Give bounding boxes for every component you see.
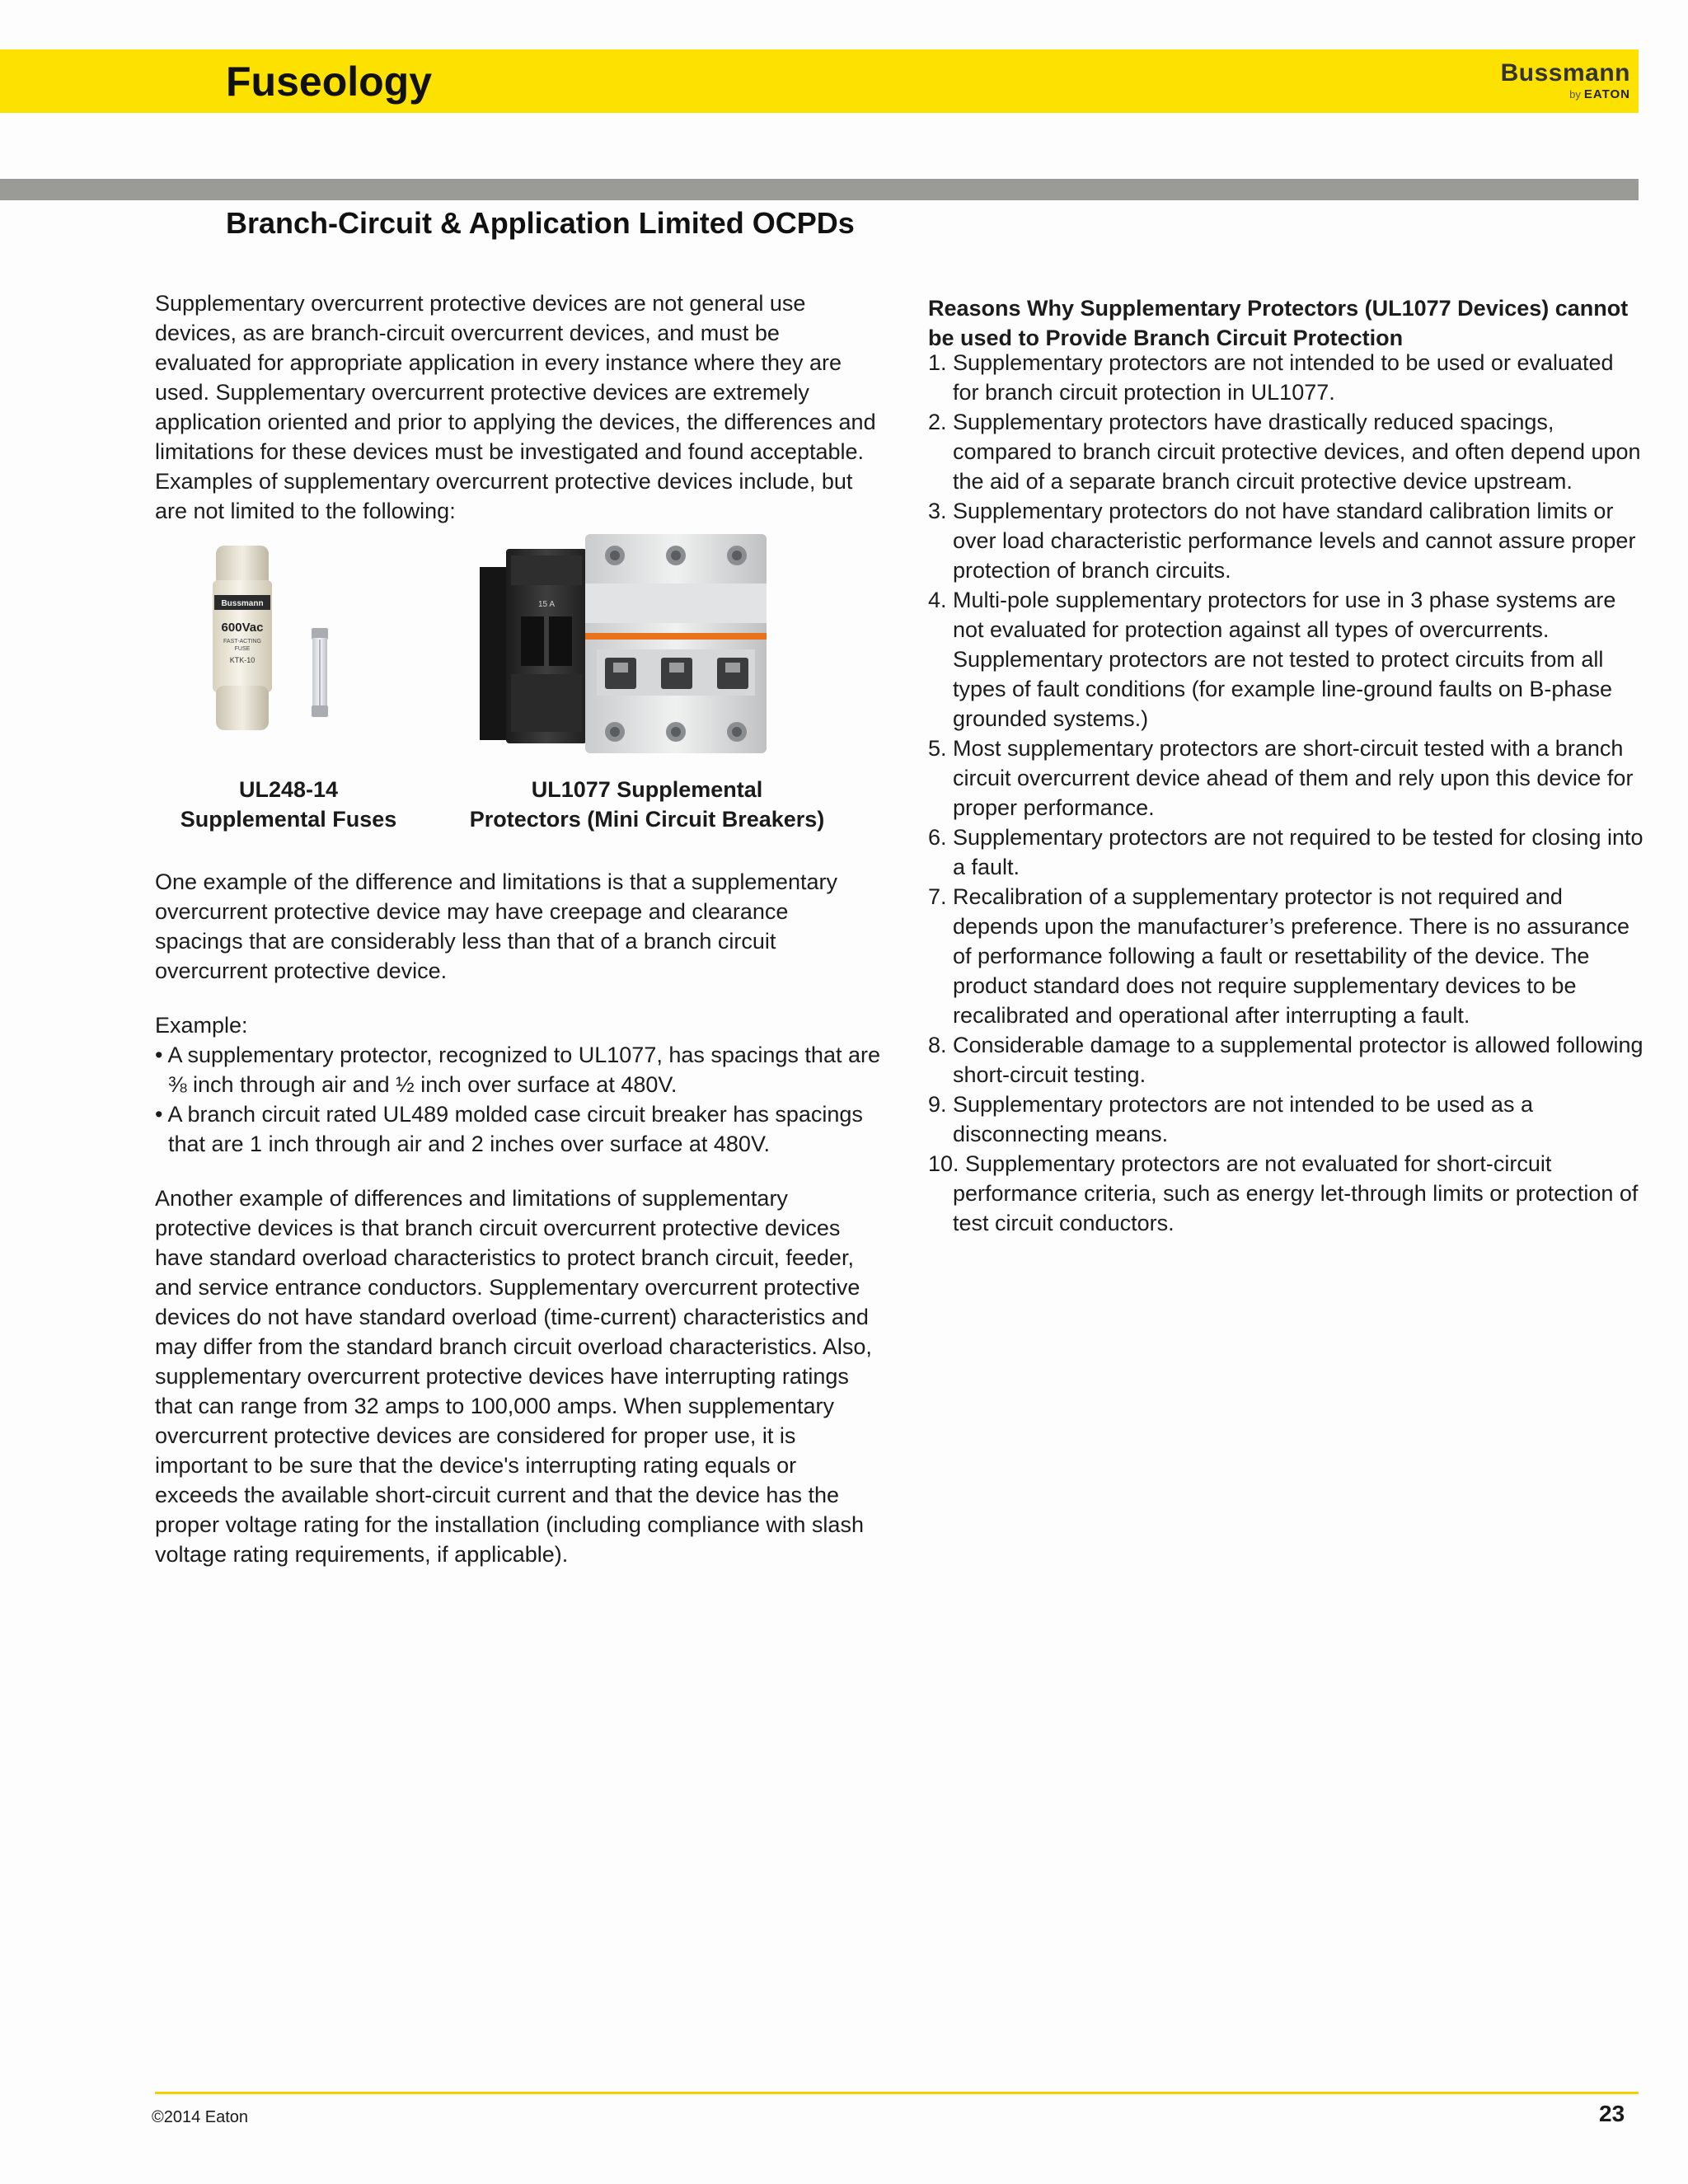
reason-item: 2. Supplementary protectors have drastically reduced spacings, compared to branch circuit protective devices, and often depend upon the aid of a separate branch circuit protective device upstream. xyxy=(928,410,1641,494)
fuse-part-text: KTK-10 xyxy=(229,656,256,664)
brand-parent xyxy=(1498,87,1630,102)
reason-item: 4. Multi-pole supplementary protectors for use in 3 phase systems are not evaluated for protection against all types of overcurrents. Supplementary protectors are not tested to protect circuits from all types of fault conditions (for example line-ground faults on B-phase grounded systems.) xyxy=(928,588,1616,731)
reason-item: 9. Supplementary protectors are not intended to be used as a disconnecting means. xyxy=(928,1092,1533,1146)
supplemental-fuses-image xyxy=(206,541,338,735)
brand-by: by xyxy=(1569,88,1581,101)
caption-line: UL1077 Supplemental xyxy=(531,777,763,802)
brand-logo xyxy=(1498,59,1630,102)
fuse-type-text: FAST-ACTING xyxy=(223,639,261,644)
example-block xyxy=(155,1010,880,1159)
caption-line: UL248-14 xyxy=(238,777,339,802)
reason-item: 3. Supplementary protectors do not have standard calibration limits or over load characteristic performance levels and cannot assure proper protection of branch circuits. xyxy=(928,499,1636,583)
page-number: 23 xyxy=(1599,2101,1625,2126)
intro-paragraph: Supplementary overcurrent protective devices are not general use devices, as are branch-circuit overcurrent devices, and must be evaluated for appropriate application in every instance where they are used. Supplementary overcurrent protective devices are extremely application oriented and prior to applying the devices, the differences and limitations for these devices must be investigated and found acceptable. Examples of supplementary overcurrent protective devices include, but are not limited to the following: xyxy=(155,291,876,523)
example-heading: Example: xyxy=(155,1013,248,1038)
reason-item: 7. Recalibration of a supplementary protector is not required and depends upon the manufacturer’s preference. There is no assurance of performance following a fault or resettability of the device. The product standard does not require supplementary devices to be recalibrated and operational after interrupting a fault. xyxy=(928,884,1630,1028)
fuse-type-text-2: FUSE xyxy=(234,646,251,652)
page-header-title: Fuseology xyxy=(226,59,433,105)
example-intro-paragraph: One example of the difference and limitations is that a supplementary overcurrent protective device may have creepage and clearance spacings that are considerably less than that of a branch circuit overcurrent protective device. xyxy=(155,869,837,983)
breaker-rating-text: 15 A xyxy=(537,600,556,609)
example-bullet: • A branch circuit rated UL489 molded case circuit breaker has spacings that are 1 inch through air and 2 inches over surface at 480V. xyxy=(155,1102,863,1156)
brand-name: Bussmann xyxy=(1500,59,1630,87)
reasons-list xyxy=(928,348,1645,1238)
fuse-rating-text: 600Vac xyxy=(221,621,264,635)
reason-item: 6. Supplementary protectors are not required to be tested for closing into a fault. xyxy=(928,825,1643,879)
reason-item: 10. Supplementary protectors are not evaluated for short-circuit performance criteria, such as energy let-through limits or protection of test circuit conductors. xyxy=(928,1151,1639,1235)
section-rule xyxy=(0,179,1639,200)
eaton-wordmark: EATON xyxy=(1583,87,1630,101)
caption-mini-circuit-breakers xyxy=(462,775,832,834)
fuse-brand-text: Bussmann xyxy=(221,599,264,608)
footer-rule xyxy=(155,2092,1639,2094)
another-example-paragraph: Another example of differences and limitations of supplementary protective devices is that branch circuit overcurrent protective devices have standard overload characteristics to protect branch circuit, feeder, and service entrance conductors. Supplementary overcurrent protective devices do not have standard overload (time-current) characteristics and may differ from the standard branch circuit overload characteristics. Also, supplementary overcurrent protective devices have interrupting ratings that can range from 32 amps to 100,000 amps. When supplementary overcurrent protective devices are considered for proper use, it is important to be sure that the device's interrupting rating equals or exceeds the available short-circuit current and that the device has the proper voltage rating for the installation (including compliance with slash voltage rating requirements, if applicable). xyxy=(155,1186,872,1567)
reason-item: 5. Most supplementary protectors are short-circuit tested with a branch circuit overcurrent device ahead of them and rely upon this device for proper performance. xyxy=(928,736,1634,820)
reasons-heading: Reasons Why Supplementary Protectors (UL1077 Devices) cannot be used to Provide Branch Circuit Protection xyxy=(928,296,1629,350)
example-bullet: • A supplementary protector, recognized to UL1077, has spacings that are ⅜ inch through air and ½ inch over surface at 480V. xyxy=(155,1043,880,1097)
section-title: Branch-Circuit & Application Limited OCPDs xyxy=(226,206,855,240)
caption-line: Supplemental Fuses xyxy=(180,807,397,832)
footer-copyright: ©2014 Eaton xyxy=(152,2108,249,2126)
mini-circuit-breakers-image xyxy=(473,534,786,753)
reason-item: 1. Supplementary protectors are not intended to be used or evaluated for branch circuit protection in UL1077. xyxy=(928,350,1614,405)
caption-line: Protectors (Mini Circuit Breakers) xyxy=(469,807,825,832)
caption-supplemental-fuses xyxy=(173,775,404,834)
reason-item: 8. Considerable damage to a supplemental protector is allowed following short-circuit testing. xyxy=(928,1033,1643,1087)
